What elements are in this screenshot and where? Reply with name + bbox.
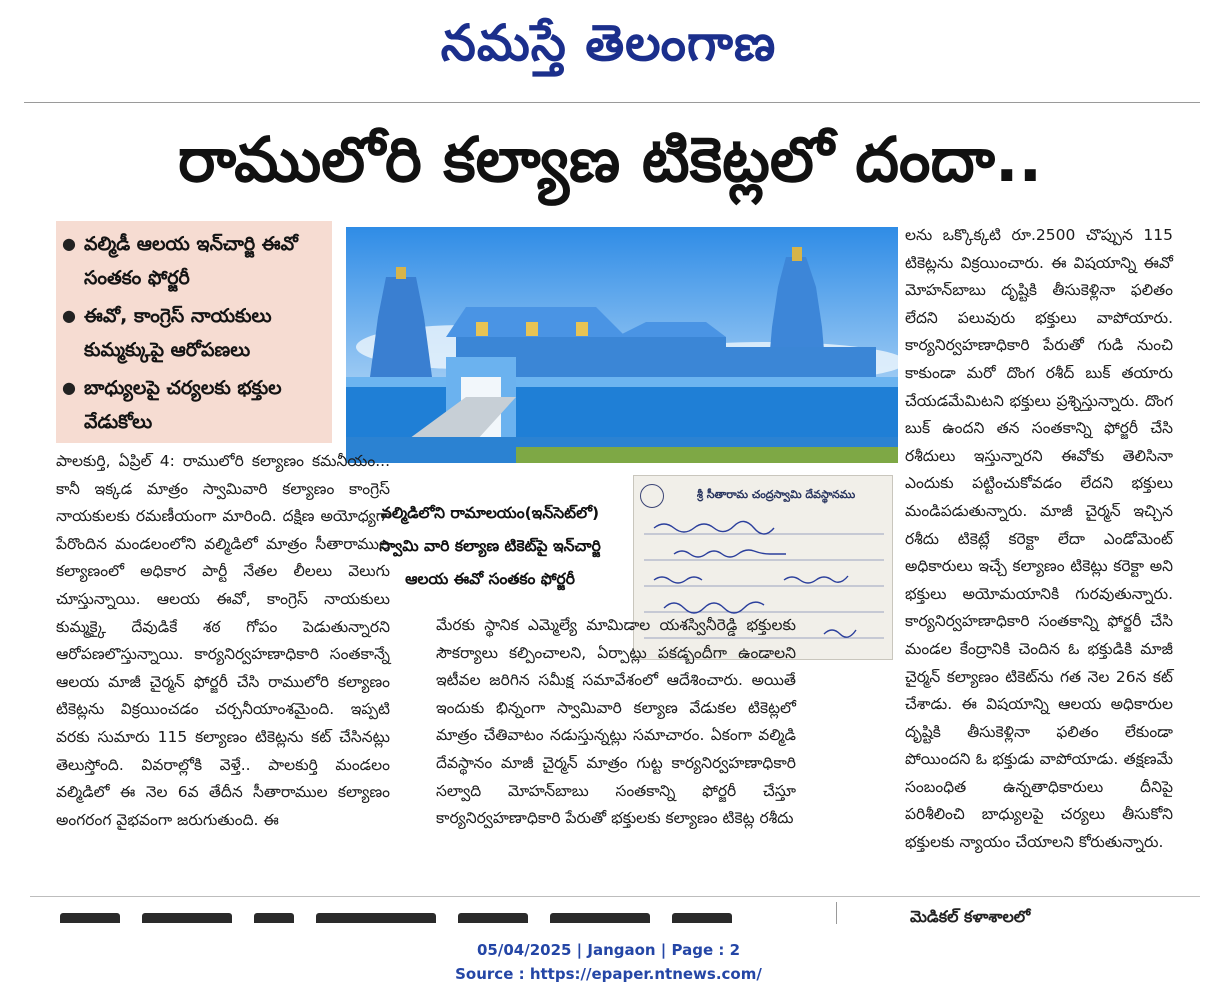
- caption-line: ఆలయ ఈవో సంతకం ఫోర్జరీ: [405, 570, 575, 588]
- highlight-text: ఈవో, కాంగ్రెస్ నాయకులు కుమ్మక్కుపై ఆరోపణలు: [84, 305, 272, 361]
- footer-date-line: 05/04/2025 | Jangaon | Page : 2: [476, 941, 741, 959]
- footer: [0, 938, 1217, 986]
- article-column-right: [905, 222, 1173, 857]
- article-column-mid: [436, 612, 796, 833]
- bullet-icon: ●: [62, 306, 76, 325]
- body-text: పాలకుర్తి, ఏప్రిల్ 4: రాములోరి కల్యాణం కమనీయం... కానీ ఇక్కడ మాత్రం స్వామివారి కల్యాణం కాంగ్రెస్ నాయకులకు రమణీయంగా మారింది. దక్షిణ అయోధ్యగా పేరొందిన మండలంలోని వల్మిడిలో మాత్రం సీతారాముల కల్యాణంలో అధికార పార్టీ నేతల లీలలు వెలుగు చూస్తున్నాయి. ఆలయ ఈవో, కాంగ్రెస్ నాయకులు కుమ్మక్కై దేవుడికే శఠ గోపం పెడుతున్నారని ఆరోపణలొస్తున్నాయి. కార్యనిర్వహణాధికారి సంతకాన్నే ఆలయ మాజీ చైర్మన్ ఫోర్జరీ చేసి రాములోరి కల్యాణం టికెట్లను విక్రయించడం చర్చనీయాంశమైంది. ఇప్పటి వరకు సుమారు 115 కల్యాణం టికెట్లను కట్ చేసినట్లు తెలుస్తోంది. వివరాల్లోకి వెళ్తే.. పాలకుర్తి మండలం వల్మిడిలో ఈ నెల 6వ తేదీన సీతారాముల కల్యాణం అంగరంగ వైభవంగా జరుగుతుంది. ఈ: [56, 452, 390, 829]
- temple-photo: [346, 227, 898, 463]
- masthead-rule: [24, 102, 1200, 103]
- highlight-item: [62, 299, 326, 367]
- receipt-header: శ్రీ సీతారామ చంద్రస్వామి దేవస్థానము: [696, 488, 856, 501]
- masthead-title: నమస్తే తెలంగాణ: [440, 14, 777, 72]
- caption-line: స్వామి వారి కల్యాణ టికెట్‌పై ఇన్‌చార్జి: [379, 537, 601, 555]
- headline: రాములోరి కల్యాణ టికెట్లలో దందా..: [177, 123, 1043, 196]
- caption-line: వల్మిడిలోని రామాలయం(ఇన్‌సెట్‌లో): [380, 504, 600, 522]
- highlight-text: బాధ్యులపై చర్యలకు భక్తుల వేడుకోలు: [84, 377, 282, 433]
- highlight-item: [62, 371, 326, 439]
- highlight-text: వల్మిడీ ఆలయ ఇన్‌చార్జి ఈవో సంతకం ఫోర్జరీ: [84, 233, 298, 289]
- bullet-icon: ●: [62, 234, 76, 253]
- footer-source-link[interactable]: Source : https://epaper.ntnews.com/: [455, 965, 762, 983]
- highlight-item: [62, 227, 326, 295]
- next-article-title: మెడికల్ కళాశాలలో: [910, 907, 1031, 924]
- body-text: మేరకు స్థానిక ఎమ్మెల్యే మామిడాల యశస్వినీరెడ్డి భక్తులకు సౌకర్యాలు కల్పించాలని, ఏర్పాట్లు పకడ్బందీగా ఉండాలని ఇటీవల జరిగిన సమీక్ష సమావేశంలో ఆదేశించారు. అయితే ఇందుకు భిన్నంగా స్వామివారి కల్యాణ వేడుకల టికెట్లలో మాత్రం చేతివాటం నడుస్తున్నట్లు సమాచారం. ఏకంగా వల్మిడి దేవస్థానం మాజీ చైర్మన్ మాత్రం గుట్ట కార్యనిర్వహణాధికారి సల్వాది మోహన్‌బాబు సంతకాన్ని ఫోర్జరీ చేస్తూ కార్యనిర్వహణాధికారి పేరుతో భక్తులకు కల్యాణం టికెట్ల రశీదు: [436, 616, 796, 828]
- body-text: లను ఒక్కొక్కటి రూ.2500 చొప్పున 115 టికెట్లను విక్రయించారు. ఈ విషయాన్ని ఈవో మోహన్‌బాబు దృష్టికి తీసుకెళ్లినా ఫలితం లేదని పలువురు భక్తులు వాపోయారు. కార్యనిర్వహణాధికారి పేరుతో గుడి నుంచి కాకుండా మరో దొంగ రశీద్ బుక్ తయారు చేయడమేమిటని భక్తులు ప్రశ్నిస్తున్నారు. దొంగ బుక్ ఉందని తన సంతకాన్ని ఫోర్జరీ చేసి రశీదులు ఇస్తున్నారని ఈవోకు తెలిసినా ఎందుకు పట్టించుకోవడం లేదని భక్తులు మండిపడుతున్నారు. మాజీ చైర్మన్ ఇచ్చిన రశీదు టికెట్లే కరెక్టా లేదా ఎండోమెంట్ అధికారులు ఇచ్చే కల్యాణం టికెట్లు కరెక్టా అని భక్తులు అయోమయానికి గురవుతున్నారు. కార్యనిర్వహణాధికారి సంతకాన్ని ఫోర్జరీ చేసి మండల కేంద్రానికి చెందిన ఓ భక్తుడికి మాజీ చైర్మన్ కల్యాణం టికెట్‌ను గత నెల 26న కట్ చేశాడు. ఈ విషయాన్ని ఆలయ అధికారుల దృష్టికి తీసుకెళ్లినా ఫలితం లేకుండా పోయిందని ఓ భక్తుడు వాపోయాడు. తక్షణమే సంబంధిత ఉన్నతాధికారులు దీనిపై పరిశీలించి బాధ్యులపై చర్యలు తీసుకోని భక్తులకు న్యాయం చేయాలని కోరుతున్నారు.: [905, 226, 1173, 852]
- article-column-left: [56, 448, 390, 834]
- column-divider: [836, 902, 837, 924]
- highlights-box: [56, 221, 332, 443]
- next-article-strip: [60, 905, 830, 923]
- bottom-rule: [30, 896, 1200, 897]
- bullet-icon: ●: [62, 378, 76, 397]
